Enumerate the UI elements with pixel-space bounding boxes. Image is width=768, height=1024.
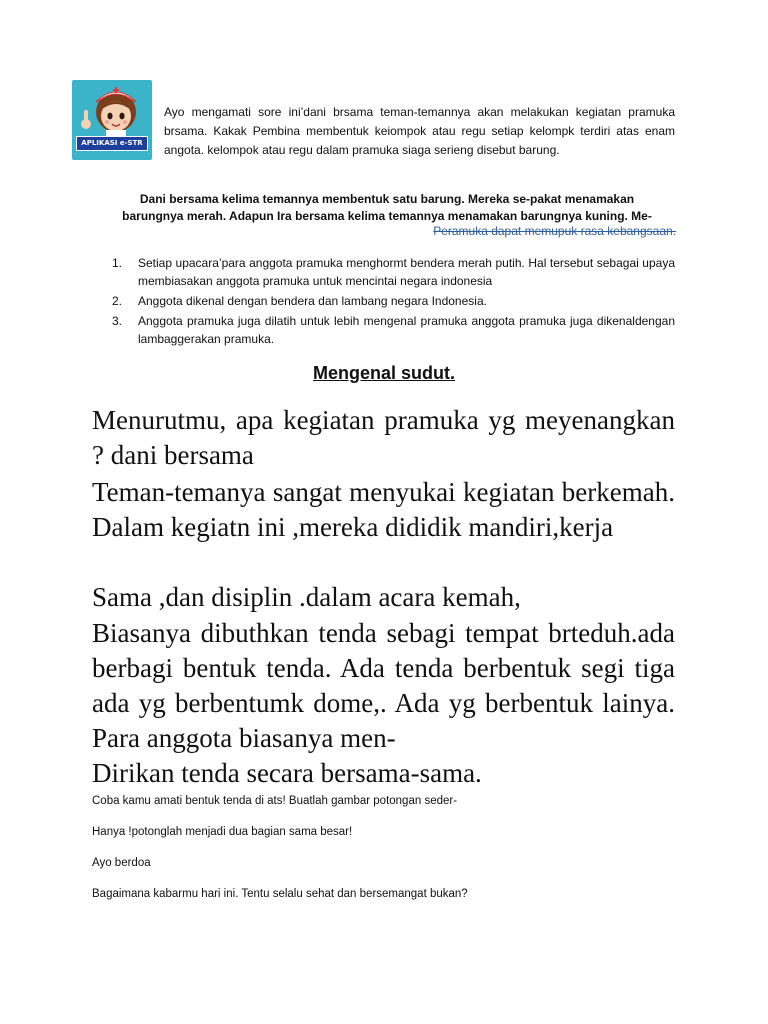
list-item-text: Anggota dikenal dengan bendera dan lambang negara Indonesia. (138, 294, 487, 308)
intro-paragraph: Ayo mengamati sore ini’dani brsama teman-temannya akan melakukan kegiatan pramuka brsama. Kakak Pembina membentuk keiompok atau regu setiap kelompk terdiri atas enam angota. kelompok atau regu dalam pramuka siaga serieng disebut barung. (164, 105, 675, 157)
list-number: 1. (112, 256, 123, 270)
body-paragraph-4: Biasanya dibuthkan tenda sebagi tempat brteduh.ada berbagi bentuk tenda. Ada tenda berbentuk segi tiga ada yg berbentumk dome,. Ada yg berbentuk lainya. Para anggota biasanya men- (92, 618, 675, 753)
prayer-line: Ayo berdoa (92, 857, 151, 869)
list-item-text: Anggota pramuka juga dilatih untuk lebih mengenal pramuka anggota pramuka juga dikenaldengan lambaggerakan pramuka. (138, 314, 675, 346)
section-heading: Mengenal sudut. (312, 363, 455, 383)
logo-label: APLIKASI e-STR (76, 136, 148, 151)
bold-paragraph-line-2: barungnya merah. Adapun Ira bersama kelima temannya menamakan barungnya kuning. Me- (122, 209, 652, 223)
numbered-list (110, 254, 675, 350)
greeting-line: Bagaimana kabarmu hari ini. Tentu selalu sehat dan bersemangat bukan? (92, 888, 468, 900)
bold-paragraph-line-1: Dani bersama kelima temannya membentuk satu barung. Mereka se-pakat menamakan (139, 192, 635, 206)
list-item-text: Setiap upacara’para anggota pramuka menghormt bendera merah putih. Hal tersebut sebagai upaya membiasakan anggota pramuka untuk mencintai negara indonesia (138, 256, 675, 288)
list-item (110, 254, 675, 290)
body-paragraph-1: Menurutmu, apa kegiatan pramuka yg meyenangkan ? dani bersama (92, 405, 675, 470)
body-paragraph-2: Teman-temanya sangat menyukai kegiatan berkemah. Dalam kegiatn ini ,mereka dididik mandiri,kerja (92, 477, 675, 542)
struck-link-text[interactable]: Peramuka dapat memupuk rasa kebangsaan. (433, 224, 676, 238)
body-paragraph-5: Dirikan tenda secara bersama-sama. (92, 758, 482, 788)
app-logo (72, 80, 152, 160)
instruction-line: Hanya !potonglah menjadi dua bagian sama besar! (92, 826, 353, 838)
list-item (110, 292, 675, 310)
list-number: 3. (112, 314, 123, 328)
body-paragraph-3: Sama ,dan disiplin .dalam acara kemah, (92, 582, 521, 612)
instruction-line: Coba kamu amati bentuk tenda di ats! Buatlah gambar potongan seder- (92, 795, 458, 807)
list-item (110, 312, 675, 348)
list-number: 2. (112, 294, 123, 308)
